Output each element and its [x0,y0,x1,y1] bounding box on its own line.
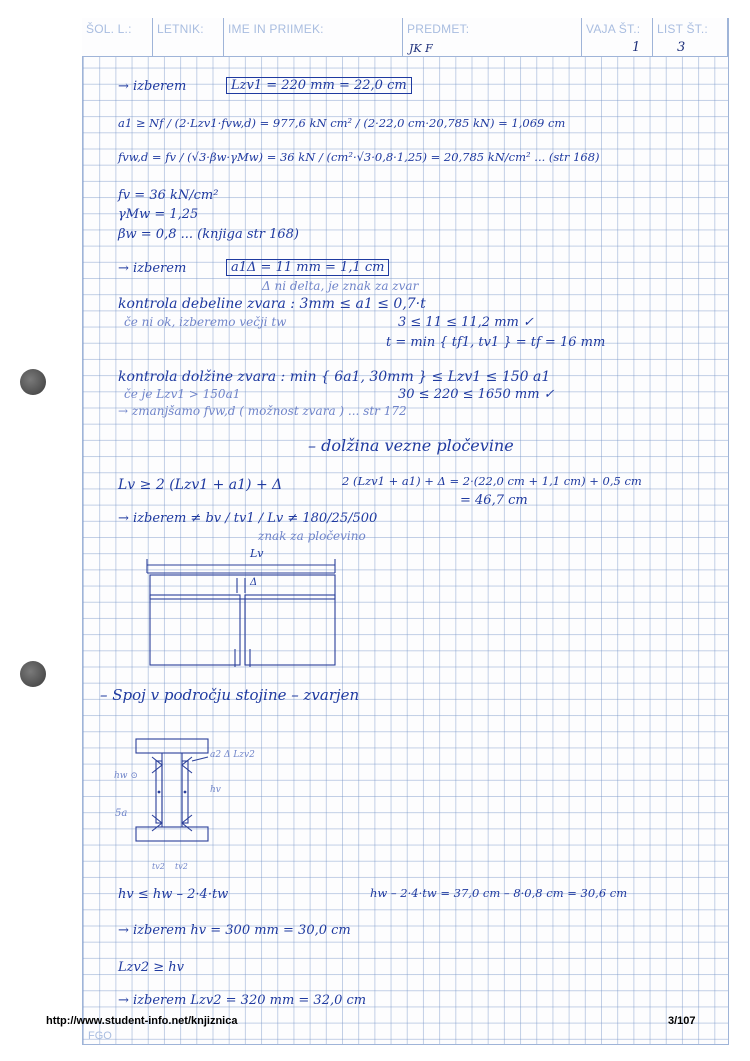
sketch-label-hw: hw ⊙ [114,771,138,781]
note-l12: hv ≤ hw – 2·4·tw [118,887,229,902]
header-ime-label: IME IN PRIIMEK: [228,22,324,36]
note-l7-box: a1Δ = 11 mm = 1,1 cm [226,259,389,276]
note-l11: → izberem ≠ bv / tv1 / Lv ≠ 180/25/500 [118,511,378,526]
note-l2: a1 ≥ Nf / (2·Lzv1·fvw,d) = 977,6 kN cm² / (2·22,0 cm·20,785 kN) = 1,069 cm [118,116,566,130]
header-letnik [153,18,224,57]
note-l3: fvw,d = fv / (√3·βw·γMw) = 36 kN / (cm²·√3·0,8·1,25) = 20,785 kN/cm² ... (str 168) [118,150,600,164]
footer-source-link[interactable]: http://www.student-info.net/knjiznica [46,1015,238,1027]
note-l11b: znak za pločevino [258,529,366,543]
note-l10: Lv ≥ 2 (Lzv1 + a1) + Δ [118,477,283,493]
note-l9: kontrola dolžine zvara : min { 6a1, 30mm } ≤ Lzv1 ≤ 150 a1 [118,369,551,385]
header-sol [82,18,153,57]
note-l9d: → zmanjšamo fvw,d ( možnost zvara ) ... str 172 [118,404,407,418]
sketch-label-hv: hv [210,785,221,795]
plate-overlap-sketch [145,545,375,675]
note-l5: γMw = 1,25 [118,207,199,222]
heading-spoj-stojine: – Spoj v področju stojine – zvarjen [100,686,360,704]
header-vaja-label: VAJA ŠT.: [586,22,641,36]
sketch-label-lv: Lv [250,547,264,560]
binder-hole-top [20,369,46,395]
sketch-label-tv2-right: tv2 [175,862,188,871]
header-letnik-label: LETNIK: [157,22,204,36]
note-l7: → izberem [118,261,187,276]
sketch-label-5a: 5a [115,808,128,819]
note-l8d: t = min { tf1, tv1 } = tf = 16 mm [386,335,606,350]
header-list [653,18,728,57]
header-vaja-value: 1 [632,40,641,55]
header-sol-label: ŠOL. L.: [86,22,132,36]
note-l1-box: Lzv1 = 220 mm = 22,0 cm [226,77,412,94]
note-l8: kontrola debeline zvara : 3mm ≤ a1 ≤ 0,7·t [118,296,426,312]
footer-page-number: 3/107 [668,1015,696,1027]
note-l1: → izberem [118,79,187,94]
note-l9b: če je Lzv1 > 150a1 [124,387,241,401]
heading-vezna-plocevina: – dolžina vezne pločevine [308,436,514,455]
header-ime [224,18,403,57]
header-vaja [582,18,653,57]
note-l8b: če ni ok, izberemo večji tw [124,315,287,329]
header-list-value: 3 [677,40,686,55]
note-l6: βw = 0,8 ... (knjiga str 168) [118,227,299,242]
note-l10b: 2 (Lzv1 + a1) + Δ = 2·(22,0 cm + 1,1 cm) + 0,5 cm [342,474,642,488]
note-l8c: 3 ≤ 11 ≤ 11,2 mm ✓ [398,315,534,330]
note-l14: Lzv2 ≥ hv [118,960,184,975]
header-predmet-value: JK F [409,42,433,55]
header-predmet-label: PREDMET: [407,22,470,36]
note-l13: → izberem hv = 300 mm = 30,0 cm [118,923,351,938]
binder-hole-bottom [20,661,46,687]
note-l9c: 30 ≤ 220 ≤ 1650 mm ✓ [398,387,555,402]
header-list-label: LIST ŠT.: [657,22,708,36]
sketch-label-a2: a2 Δ Lzv2 [210,750,255,760]
header-predmet [403,18,582,57]
note-l15: → izberem Lzv2 = 320 mm = 32,0 cm [118,993,367,1008]
form-code: FGO [88,1030,112,1042]
note-l10c: = 46,7 cm [460,493,528,508]
note-l7-note: Δ ni delta, je znak za zvar [262,279,419,293]
sketch-label-delta: Δ [250,577,258,588]
note-l4: fv = 36 kN/cm² [118,188,219,203]
note-l12b: hw – 2·4·tw = 37,0 cm – 8·0,8 cm = 30,6 cm [370,886,628,900]
sketch-label-tv2-left: tv2 [152,862,165,871]
